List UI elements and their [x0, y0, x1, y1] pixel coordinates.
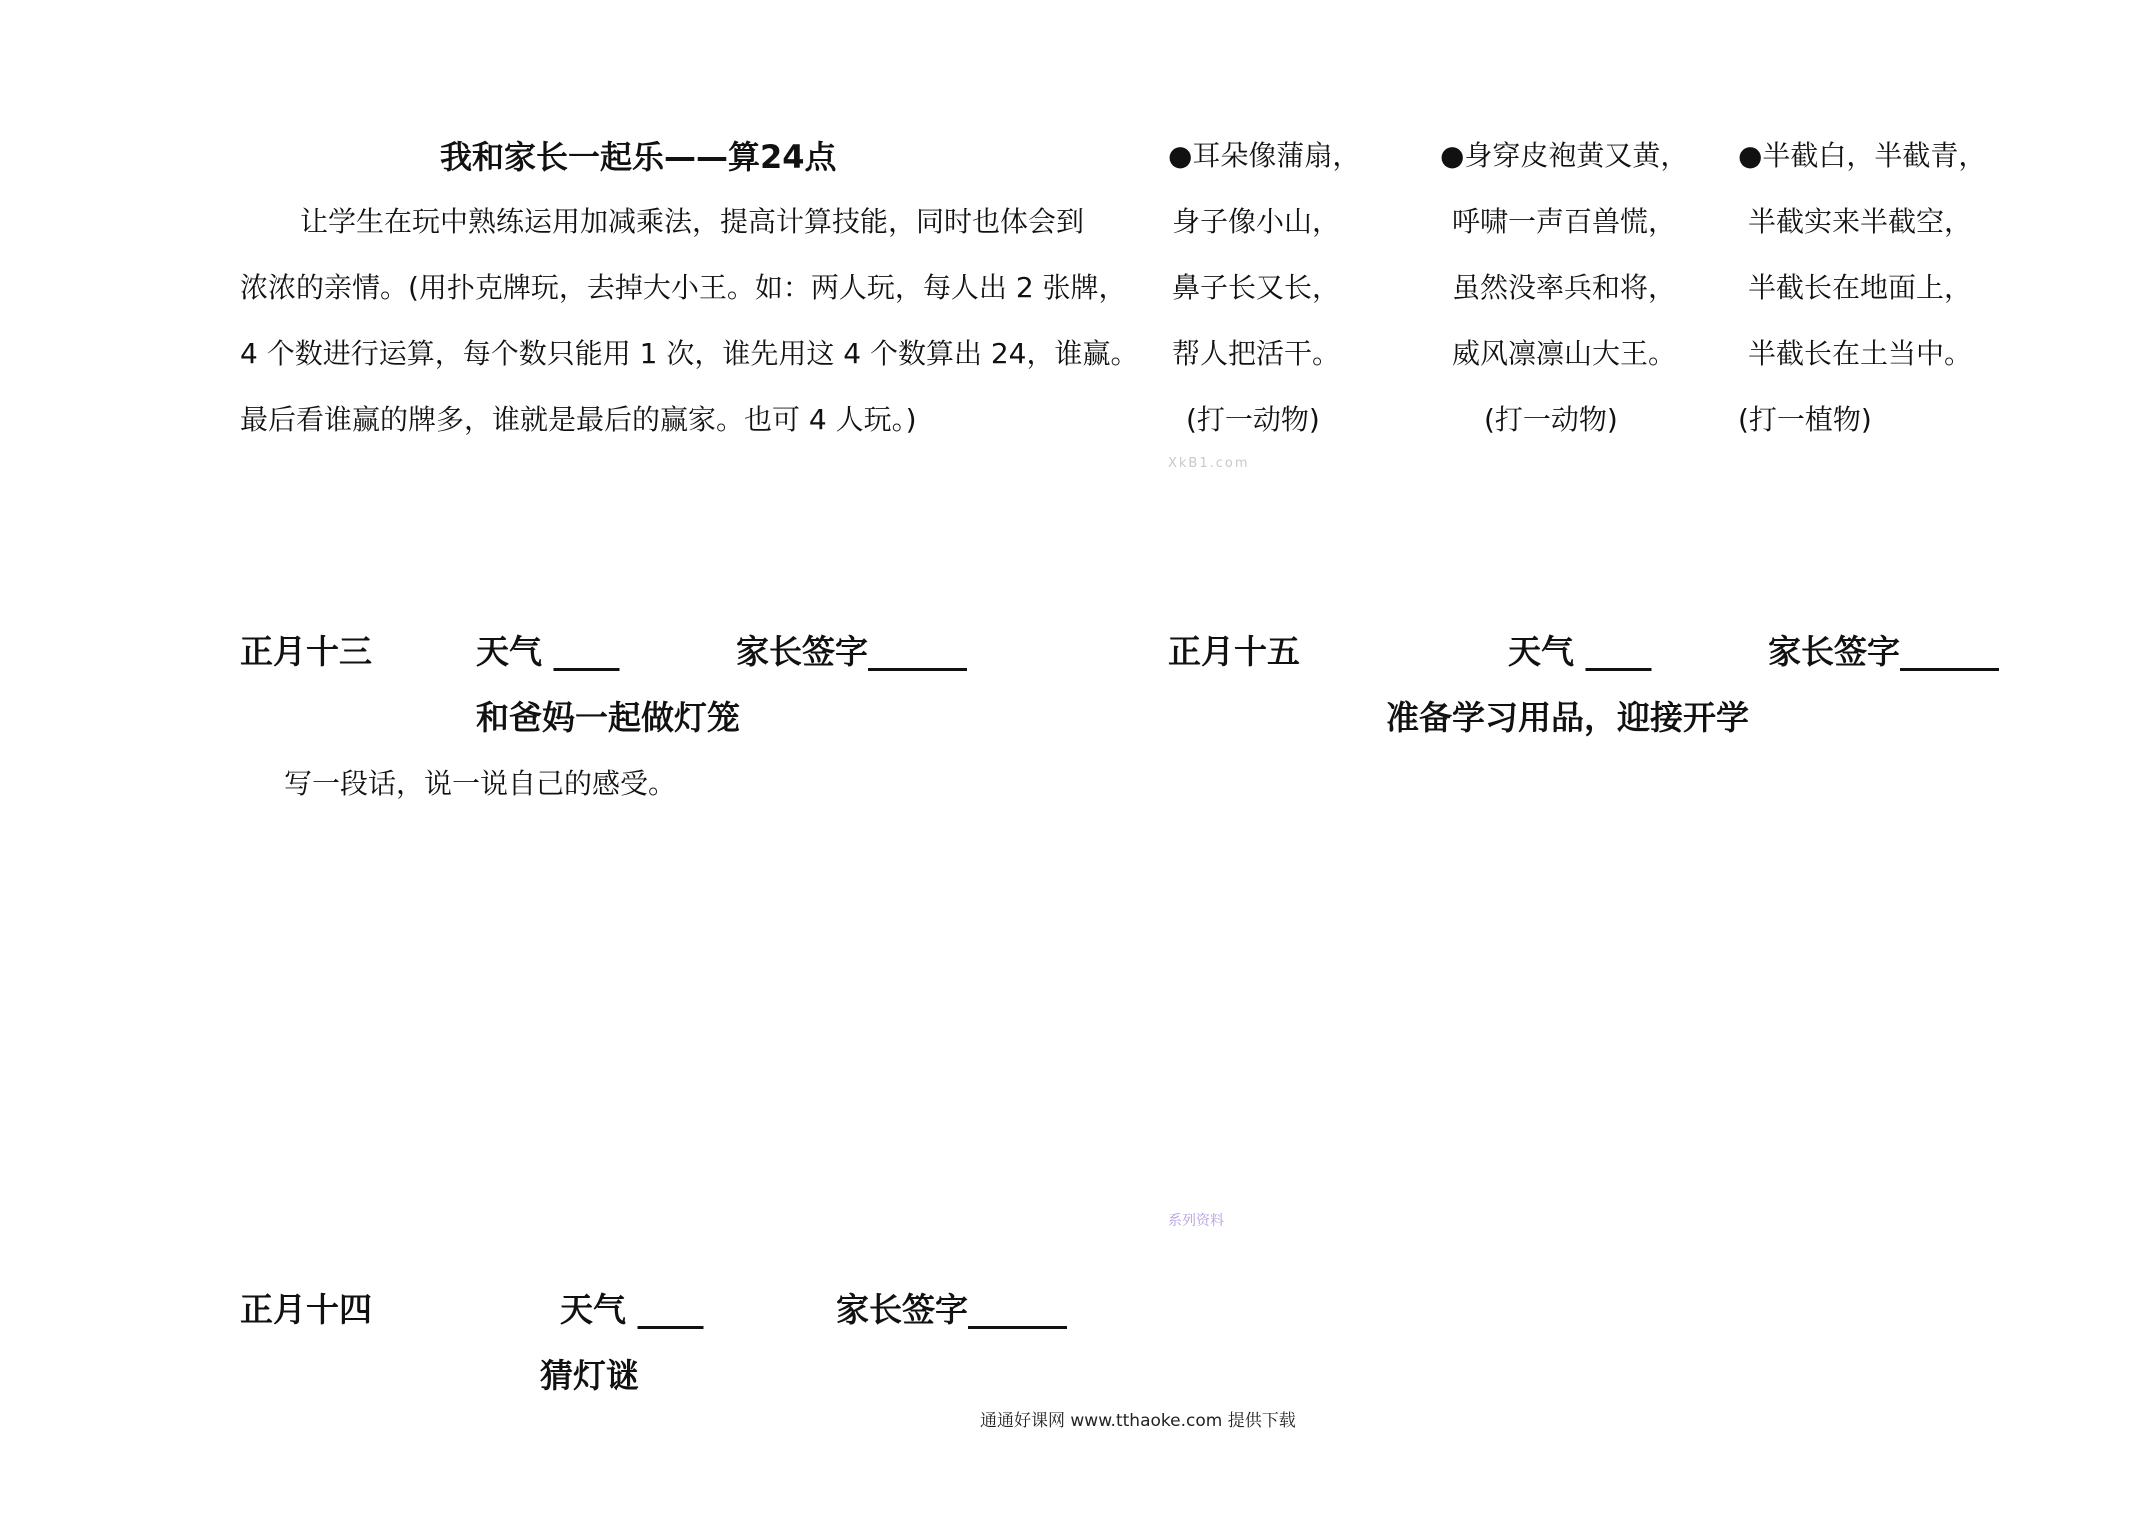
day13-weather: 天气 ____ — [476, 632, 620, 671]
day15-activity: 准备学习用品，迎接开学 — [1386, 698, 1749, 737]
riddle-1-line-2: 身子像小山， — [1172, 205, 1341, 238]
game-line-3: 4 个数进行运算，每个数只能用 1 次，谁先用这 4 个数算出 24，谁赢。 — [240, 337, 1139, 370]
riddle-3-line-4: 半截长在土当中。 — [1748, 337, 1973, 370]
game-line-1: 让学生在玩中熟练运用加减乘法，提高计算技能，同时也体会到 — [300, 205, 1085, 238]
watermark: XkB1.com — [1168, 456, 1250, 471]
riddle-1-line-1: ●耳朵像蒲扇， — [1168, 139, 1361, 172]
riddle-3-line-3: 半截长在地面上， — [1748, 271, 1973, 304]
day13-parent-sign: 家长签字______ — [736, 632, 967, 671]
watermark-2: 系列资料 — [1168, 1213, 1224, 1229]
riddle-2-line-3: 虽然没率兵和将， — [1452, 271, 1677, 304]
day13-date: 正月十三 — [240, 632, 372, 671]
game-line-4: 最后看谁赢的牌多，谁就是最后的赢家。也可 4 人玩。) — [240, 403, 917, 436]
riddle-2-hint: (打一动物) — [1484, 403, 1618, 436]
day13-prompt: 写一段话，说一说自己的感受。 — [284, 767, 677, 800]
day14-date: 正月十四 — [240, 1290, 372, 1329]
riddle-3-line-1: ●半截白，半截青， — [1738, 139, 1987, 172]
day15-parent-sign: 家长签字______ — [1768, 632, 1999, 671]
riddle-1-line-4: 帮人把活干。 — [1172, 337, 1341, 370]
game-line-2: 浓浓的亲情。(用扑克牌玩，去掉大小王。如：两人玩，每人出 2 张牌， — [240, 271, 1127, 304]
riddle-1-hint: (打一动物) — [1186, 403, 1320, 436]
riddle-1-line-3: 鼻子长又长， — [1172, 271, 1341, 304]
riddle-3-hint: (打一植物) — [1738, 403, 1872, 436]
riddle-2-line-1: ●身穿皮袍黄又黄， — [1440, 139, 1689, 172]
day15-weather: 天气 ____ — [1508, 632, 1652, 671]
riddle-2-line-2: 呼啸一声百兽慌， — [1452, 205, 1677, 238]
day14-parent-sign: 家长签字______ — [836, 1290, 1067, 1329]
day14-weather: 天气 ____ — [560, 1290, 704, 1329]
riddle-3-line-2: 半截实来半截空， — [1748, 205, 1973, 238]
day15-date: 正月十五 — [1168, 632, 1300, 671]
game-title: 我和家长一起乐——算24点 — [440, 138, 837, 176]
day13-activity: 和爸妈一起做灯笼 — [476, 698, 740, 737]
riddle-2-line-4: 威风凛凛山大王。 — [1452, 337, 1677, 370]
day14-activity: 猜灯谜 — [540, 1356, 639, 1395]
footer-source: 通通好课网 www.tthaoke.com 提供下载 — [980, 1411, 1296, 1431]
